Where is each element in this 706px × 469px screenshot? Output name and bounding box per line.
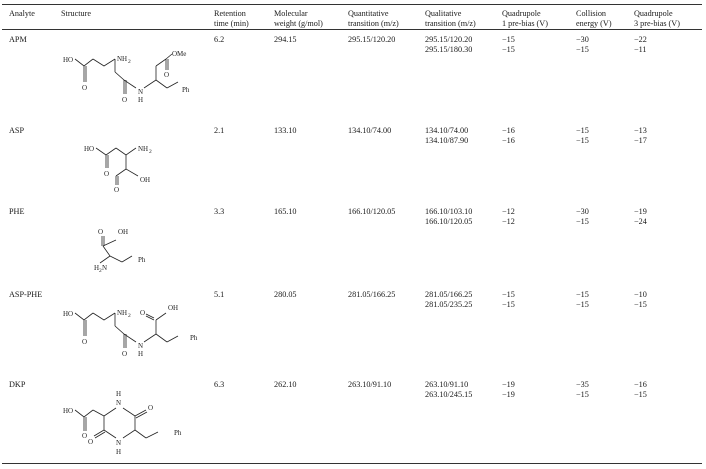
row-asp-ce bbox=[576, 126, 589, 146]
svg-text:HO: HO bbox=[63, 407, 74, 415]
svg-text:H: H bbox=[116, 390, 122, 398]
header-qual-line1: Qualitative bbox=[425, 9, 462, 18]
row-apm-q3 bbox=[634, 35, 647, 55]
row-phe-mw: 165.10 bbox=[274, 207, 297, 216]
svg-text:OH: OH bbox=[140, 176, 151, 184]
header-quant bbox=[348, 9, 399, 29]
row-dkp-mw: 262.10 bbox=[274, 380, 297, 389]
label-ome: OMe bbox=[172, 50, 187, 58]
label-nh2: NH bbox=[117, 55, 128, 63]
svg-text:O: O bbox=[82, 338, 88, 346]
svg-text:O: O bbox=[88, 438, 94, 446]
row-phe-q3-2: −24 bbox=[634, 217, 647, 226]
svg-text:H: H bbox=[138, 350, 144, 358]
label-ho: HO bbox=[63, 56, 74, 64]
row-phe-ce bbox=[576, 207, 589, 227]
row-asp-q1-2: −16 bbox=[502, 136, 515, 145]
row-asp-q1-1: −16 bbox=[502, 126, 515, 135]
svg-text:2: 2 bbox=[128, 313, 131, 319]
svg-text:O: O bbox=[140, 309, 146, 317]
row-asp-phe-ce bbox=[576, 290, 589, 310]
header-quant-line2: transition (m/z) bbox=[348, 19, 399, 28]
row-dkp-analyte: DKP bbox=[9, 380, 26, 389]
svg-text:O: O bbox=[122, 350, 128, 358]
svg-text:OH: OH bbox=[118, 228, 129, 236]
structure-asp-phe bbox=[60, 296, 210, 371]
header-retention bbox=[214, 9, 249, 29]
row-dkp-q1 bbox=[502, 380, 515, 400]
row-asp-qual-2: 134.10/87.90 bbox=[425, 136, 469, 145]
row-dkp-qual-2: 263.10/245.15 bbox=[425, 390, 473, 399]
header-retention-line1: Retention bbox=[214, 9, 246, 18]
row-dkp-q1-1: −19 bbox=[502, 380, 515, 389]
row-asp-phe-ce-1: −15 bbox=[576, 290, 589, 299]
svg-text:NH: NH bbox=[138, 145, 149, 153]
label-h: H bbox=[138, 96, 144, 104]
header-analyte: Analyte bbox=[9, 9, 35, 18]
row-dkp-q1-2: −19 bbox=[502, 390, 515, 399]
header-q1-line1: Quadrupole bbox=[502, 9, 541, 18]
header-rule bbox=[2, 29, 702, 30]
row-asp-analyte: ASP bbox=[9, 126, 25, 135]
label-n: N bbox=[138, 88, 144, 96]
header-retention-line2: time (min) bbox=[214, 19, 249, 28]
header-q3 bbox=[634, 9, 680, 29]
svg-text:H: H bbox=[116, 448, 122, 456]
svg-text:NH: NH bbox=[117, 309, 128, 317]
row-apm-analyte: APM bbox=[9, 35, 27, 44]
row-phe-retention: 3.3 bbox=[214, 207, 225, 216]
row-apm-ce-2: −15 bbox=[576, 45, 589, 54]
row-asp-retention: 2.1 bbox=[214, 126, 225, 135]
row-asp-qual bbox=[425, 126, 468, 146]
row-phe-q1 bbox=[502, 207, 515, 227]
row-asp-phe-quant: 281.05/166.25 bbox=[348, 290, 396, 299]
header-ce bbox=[576, 9, 612, 29]
header-ce-line2: energy (V) bbox=[576, 19, 612, 28]
row-asp-phe-analyte: ASP-PHE bbox=[9, 290, 43, 299]
label-o2: O bbox=[122, 96, 128, 104]
row-apm-retention: 6.2 bbox=[214, 35, 225, 44]
svg-text:O: O bbox=[114, 186, 120, 194]
row-asp-ce-1: −15 bbox=[576, 126, 589, 135]
row-dkp-ce-1: −35 bbox=[576, 380, 589, 389]
row-asp-phe-q3 bbox=[634, 290, 647, 310]
svg-text:2: 2 bbox=[99, 268, 102, 274]
header-mw-line2: weight (g/mol) bbox=[274, 19, 323, 28]
row-asp-mw: 133.10 bbox=[274, 126, 297, 135]
header-q3-line2: 3 pre-bias (V) bbox=[634, 19, 680, 28]
row-apm-qual-1: 295.15/120.20 bbox=[425, 35, 473, 44]
svg-text:O: O bbox=[104, 170, 110, 178]
row-dkp-quant: 263.10/91.10 bbox=[348, 380, 392, 389]
row-dkp-qual bbox=[425, 380, 472, 400]
row-apm-q1-1: −15 bbox=[502, 35, 515, 44]
row-asp-q3-1: −13 bbox=[634, 126, 647, 135]
row-apm-ce bbox=[576, 35, 589, 55]
header-q1 bbox=[502, 9, 548, 29]
label-ph: Ph bbox=[182, 86, 190, 94]
svg-text:Ph: Ph bbox=[174, 429, 182, 437]
svg-text:H: H bbox=[94, 264, 100, 272]
row-asp-ce-2: −15 bbox=[576, 136, 589, 145]
row-dkp-ce bbox=[576, 380, 589, 400]
structure-dkp bbox=[60, 388, 210, 468]
row-apm-qual-2: 295.15/180.30 bbox=[425, 45, 473, 54]
row-asp-phe-retention: 5.1 bbox=[214, 290, 225, 299]
svg-text:Ph: Ph bbox=[138, 256, 146, 264]
row-apm-quant: 295.15/120.20 bbox=[348, 35, 396, 44]
svg-text:Ph: Ph bbox=[190, 334, 198, 342]
row-asp-q1 bbox=[502, 126, 515, 146]
structure-phe bbox=[92, 218, 172, 283]
header-q1-line2: 1 pre-bias (V) bbox=[502, 19, 548, 28]
svg-text:HO: HO bbox=[63, 310, 74, 318]
header-ce-line1: Collision bbox=[576, 9, 607, 18]
label-o1: O bbox=[82, 84, 88, 92]
row-apm-q3-1: −22 bbox=[634, 35, 647, 44]
row-phe-analyte: PHE bbox=[9, 207, 25, 216]
row-asp-phe-q3-1: −10 bbox=[634, 290, 647, 299]
row-phe-qual bbox=[425, 207, 472, 227]
row-phe-q3 bbox=[634, 207, 647, 227]
structure-asp bbox=[80, 135, 190, 200]
structure-apm bbox=[60, 42, 210, 117]
svg-text:N: N bbox=[138, 342, 144, 350]
row-apm-mw: 294.15 bbox=[274, 35, 297, 44]
label-o3: O bbox=[164, 71, 170, 79]
svg-text:HO: HO bbox=[84, 145, 95, 153]
row-apm-qual bbox=[425, 35, 472, 55]
row-asp-qual-1: 134.10/74.00 bbox=[425, 126, 469, 135]
row-asp-phe-qual-2: 281.05/235.25 bbox=[425, 300, 473, 309]
row-dkp-qual-1: 263.10/91.10 bbox=[425, 380, 469, 389]
row-asp-phe-q1-1: −15 bbox=[502, 290, 515, 299]
row-asp-q3-2: −17 bbox=[634, 136, 647, 145]
header-mw-line1: Molecular bbox=[274, 9, 308, 18]
row-asp-phe-mw: 280.05 bbox=[274, 290, 297, 299]
row-apm-q1-2: −15 bbox=[502, 45, 515, 54]
row-apm-q1 bbox=[502, 35, 515, 55]
row-apm-q3-2: −11 bbox=[634, 45, 647, 54]
row-asp-phe-ce-2: −15 bbox=[576, 300, 589, 309]
row-asp-q3 bbox=[634, 126, 647, 146]
row-phe-qual-1: 166.10/103.10 bbox=[425, 207, 473, 216]
svg-text:N: N bbox=[116, 439, 122, 447]
header-mw bbox=[274, 9, 323, 29]
row-dkp-q3-2: −15 bbox=[634, 390, 647, 399]
row-dkp-q3-1: −16 bbox=[634, 380, 647, 389]
row-apm-ce-1: −30 bbox=[576, 35, 589, 44]
svg-text:O: O bbox=[148, 404, 154, 412]
top-rule bbox=[2, 4, 702, 5]
svg-text:O: O bbox=[82, 432, 88, 440]
row-asp-phe-q1-2: −15 bbox=[502, 300, 515, 309]
row-dkp-ce-2: −15 bbox=[576, 390, 589, 399]
row-dkp-retention: 6.3 bbox=[214, 380, 225, 389]
header-structure: Structure bbox=[61, 9, 92, 18]
row-phe-qual-2: 166.10/120.05 bbox=[425, 217, 473, 226]
svg-text:OH: OH bbox=[168, 304, 179, 312]
svg-text:N: N bbox=[116, 399, 122, 407]
row-phe-ce-2: −15 bbox=[576, 217, 589, 226]
svg-text:2: 2 bbox=[149, 149, 152, 155]
header-qual bbox=[425, 9, 476, 29]
row-asp-phe-q3-2: −15 bbox=[634, 300, 647, 309]
row-phe-quant: 166.10/120.05 bbox=[348, 207, 396, 216]
row-asp-quant: 134.10/74.00 bbox=[348, 126, 392, 135]
row-asp-phe-qual bbox=[425, 290, 472, 310]
row-asp-phe-qual-1: 281.05/166.25 bbox=[425, 290, 473, 299]
header-q3-line1: Quadrupole bbox=[634, 9, 673, 18]
row-phe-ce-1: −30 bbox=[576, 207, 589, 216]
header-qual-line2: transition (m/z) bbox=[425, 19, 476, 28]
row-phe-q1-2: −12 bbox=[502, 217, 515, 226]
svg-text:O: O bbox=[98, 228, 104, 236]
row-dkp-q3 bbox=[634, 380, 647, 400]
svg-text:2: 2 bbox=[128, 59, 131, 65]
svg-text:N: N bbox=[102, 264, 108, 272]
row-asp-phe-q1 bbox=[502, 290, 515, 310]
row-phe-q3-1: −19 bbox=[634, 207, 647, 216]
row-phe-q1-1: −12 bbox=[502, 207, 515, 216]
header-quant-line1: Quantitative bbox=[348, 9, 389, 18]
